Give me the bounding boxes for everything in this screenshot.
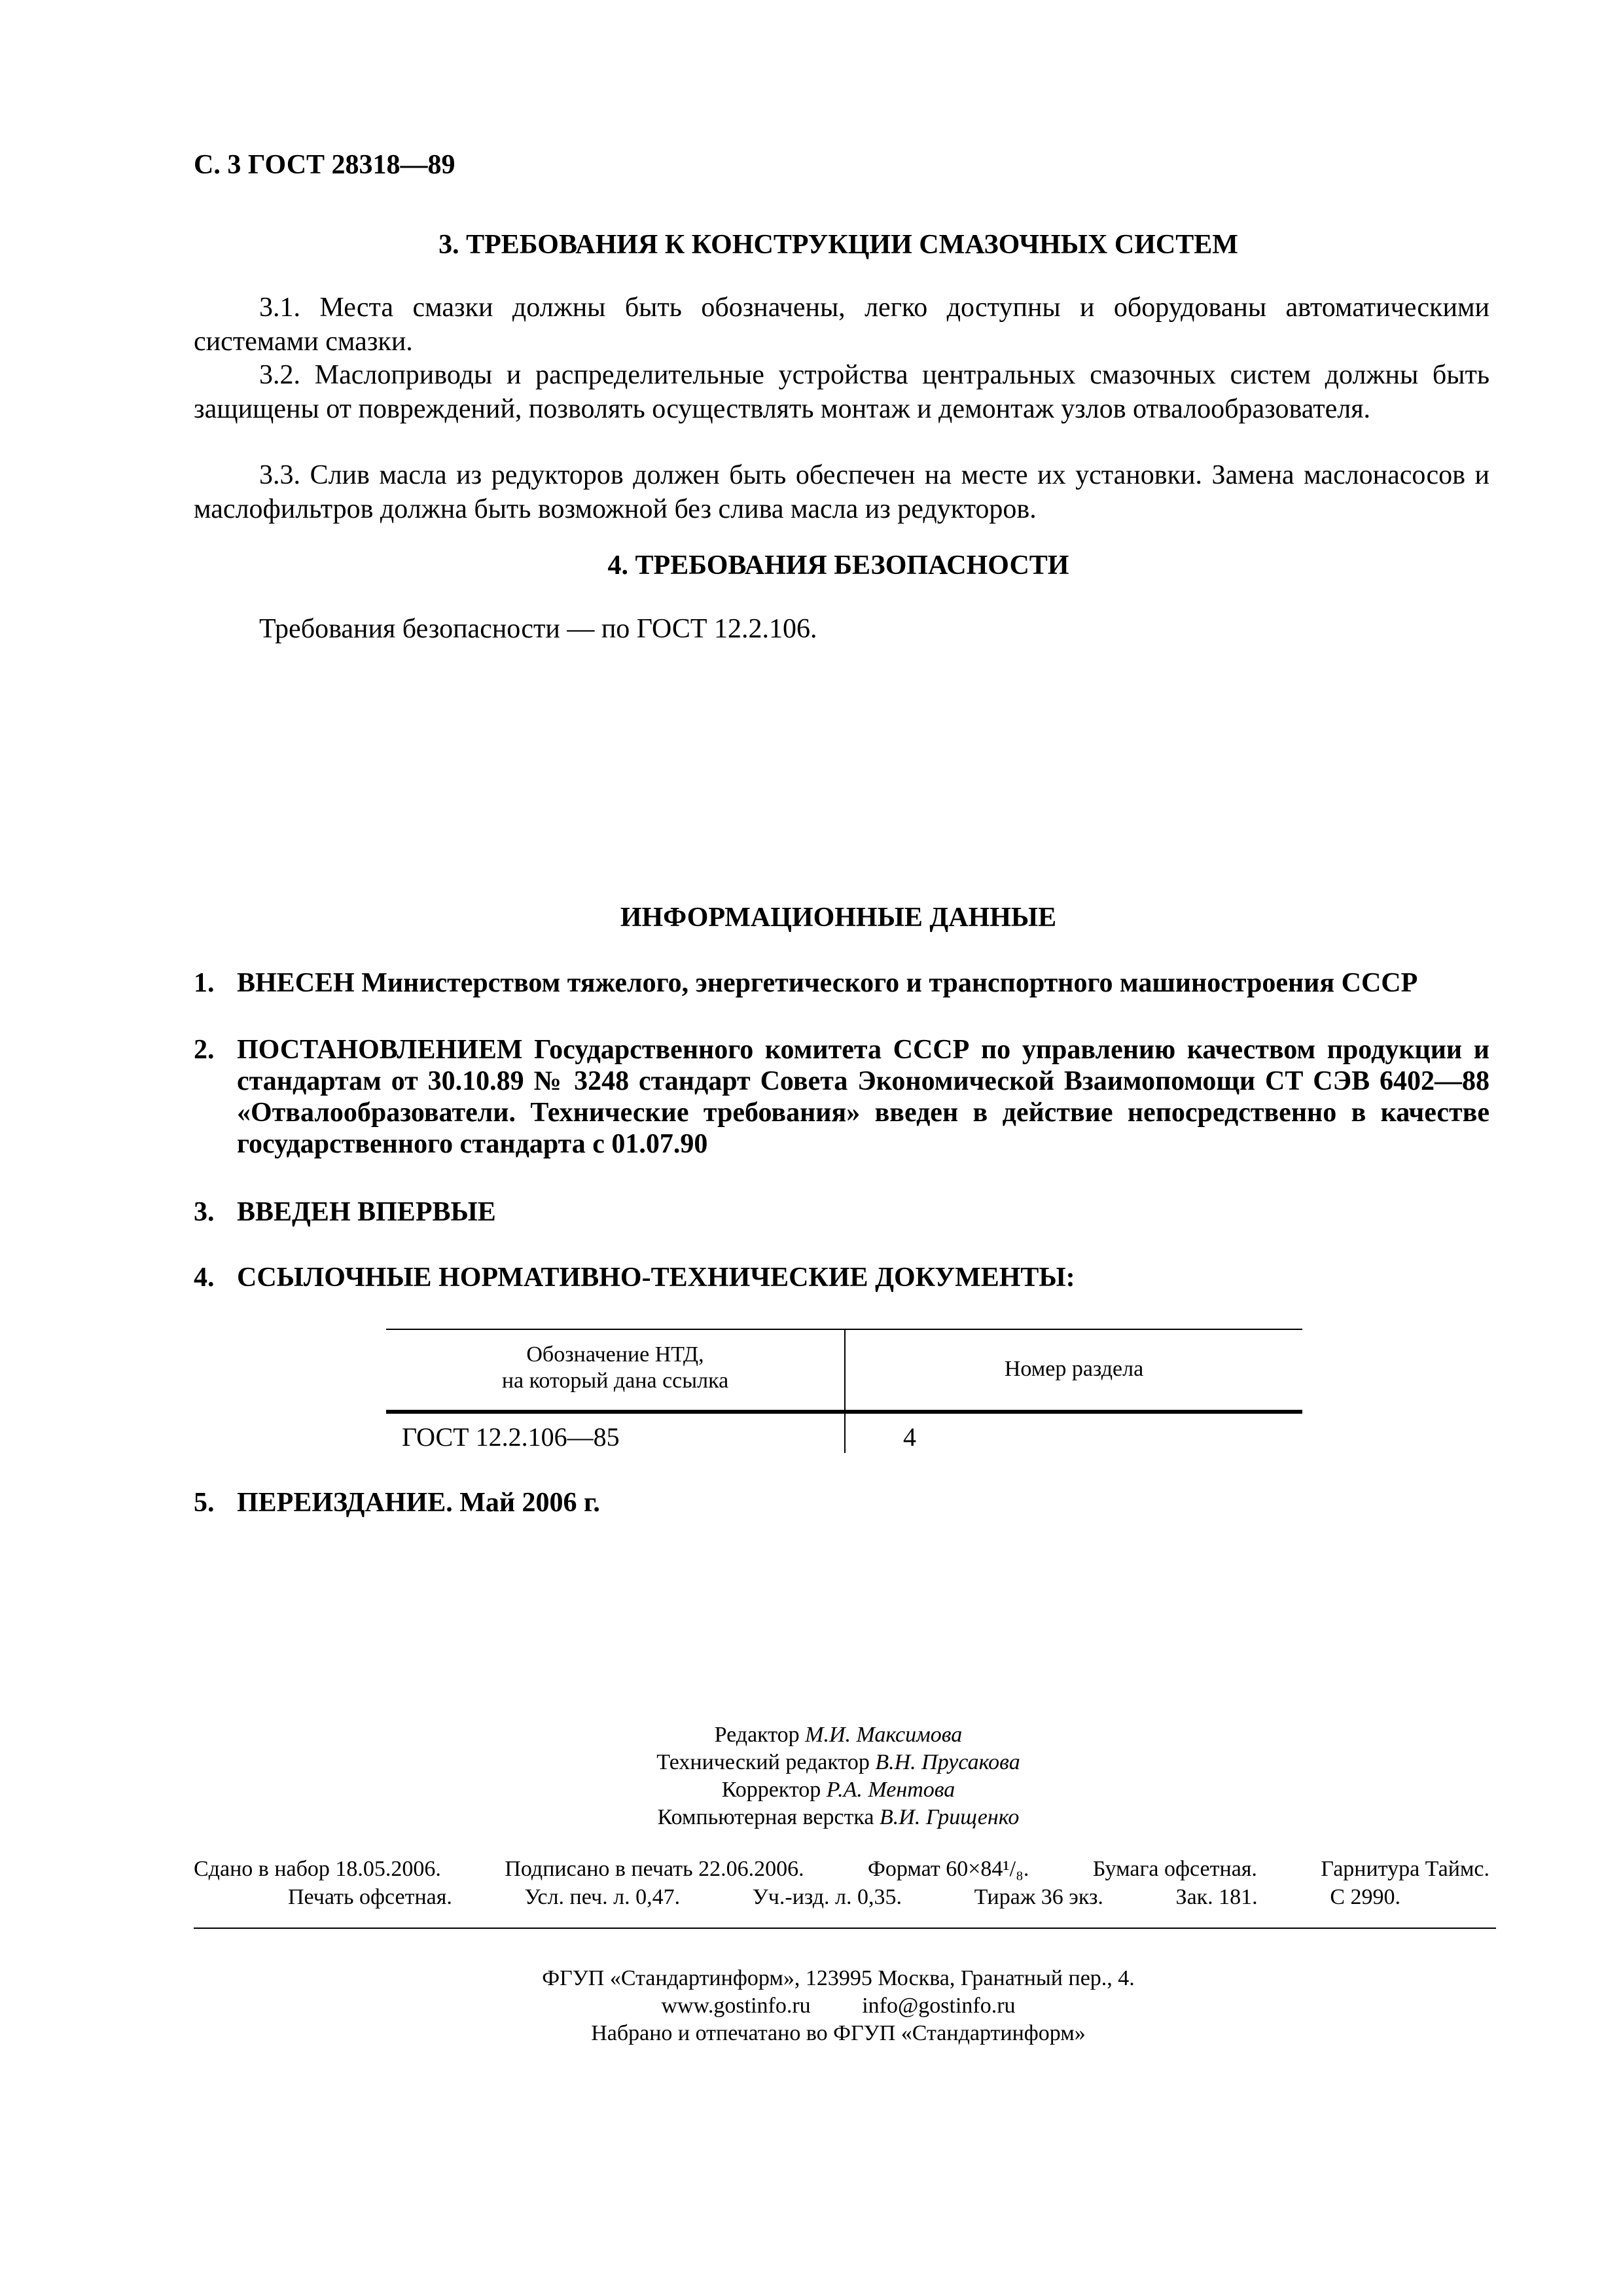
pub-field: Подписано в печать 22.06.2006.	[505, 1857, 804, 1881]
info-item-text: ПЕРЕИЗДАНИЕ. Май 2006 г.	[237, 1488, 600, 1518]
pub-field: Сдано в набор 18.05.2006.	[194, 1857, 441, 1881]
pub-field: Гарнитура Таймс.	[1321, 1857, 1489, 1881]
info-item-text: ПОСТАНОВЛЕНИЕМ Государственного комитета СССР по управлению качеством продукции и стандартам от 30.10.89 № 3248 стандарт Совета Экономической Взаимопомощи СТ СЭВ 6402—88 «Отвалообразователи. Технические требования» введен в действие непосредственно в качестве государственного стандарта с 01.07.90	[237, 1035, 1489, 1159]
info-item-text: ВВЕДЕН ВПЕРВЫЕ	[237, 1197, 496, 1227]
credit-label: Компьютерная верстка	[657, 1805, 874, 1829]
info-item-3	[194, 1196, 1489, 1228]
website-link[interactable]: www.gostinfo.ru	[661, 1994, 811, 2018]
pub-field: Печать офсетная.	[288, 1885, 452, 1909]
credit-editor	[194, 1721, 1483, 1749]
table-header-section: Номер раздела	[1004, 1357, 1144, 1381]
info-item-number: 5.	[194, 1488, 215, 1518]
publisher-contacts	[194, 1992, 1483, 2020]
table-cell-section: 4	[903, 1422, 916, 1452]
info-item-4	[194, 1262, 1489, 1293]
pub-field: Зак. 181.	[1175, 1885, 1258, 1909]
pub-field: Формат 60×84¹/₈.	[868, 1857, 1029, 1881]
credit-layout	[194, 1804, 1483, 1831]
credit-name: В.И. Грищенко	[880, 1805, 1020, 1829]
email-link[interactable]: info@gostinfo.ru	[862, 1994, 1016, 2018]
credit-corrector	[194, 1776, 1483, 1804]
credit-name: Р.А. Ментова	[826, 1778, 955, 1802]
pub-field: С 2990.	[1330, 1885, 1400, 1909]
info-item-5	[194, 1487, 1489, 1518]
info-item-2	[194, 1034, 1489, 1160]
publisher-address: ФГУП «Стандартинформ», 123995 Москва, Гранатный пер., 4.	[542, 1966, 1135, 1990]
publication-line-1	[194, 1856, 1489, 1883]
info-item-text: ССЫЛОЧНЫЕ НОРМАТИВНО-ТЕХНИЧЕСКИЕ ДОКУМЕНТЫ:	[237, 1263, 1075, 1293]
running-head: С. 3 ГОСТ 28318—89	[194, 150, 455, 180]
pub-field: Уч.-изд. л. 0,35.	[752, 1885, 902, 1909]
credits-block	[194, 1721, 1483, 1831]
printed-by: Набрано и отпечатано во ФГУП «Стандартинформ»	[591, 2021, 1086, 2045]
info-item-number: 2.	[194, 1035, 215, 1065]
table-cell-doc: ГОСТ 12.2.106—85	[402, 1422, 620, 1452]
credit-tech-editor	[194, 1749, 1483, 1776]
paragraph-4: Требования безопасности — по ГОСТ 12.2.106.	[259, 614, 817, 644]
pub-field: Усл. печ. л. 0,47.	[524, 1885, 681, 1909]
pub-field: Бумага офсетная.	[1092, 1857, 1257, 1881]
info-item-number: 4.	[194, 1263, 215, 1293]
section-4-title: 4. ТРЕБОВАНИЯ БЕЗОПАСНОСТИ	[607, 550, 1069, 581]
credit-name: В.Н. Прусакова	[875, 1750, 1020, 1774]
credit-label: Корректор	[721, 1778, 821, 1802]
info-item-1	[194, 967, 1489, 999]
info-item-number: 3.	[194, 1197, 215, 1227]
paragraph-3-2: 3.2. Маслоприводы и распределительные устройства центральных смазочных систем должны быть защищены от повреждений, позволять осуществлять монтаж и демонтаж узлов отвалообразователя.	[194, 360, 1489, 424]
info-title: ИНФОРМАЦИОННЫЕ ДАННЫЕ	[620, 903, 1057, 933]
publication-line-2	[288, 1884, 1400, 1911]
credit-label: Технический редактор	[656, 1750, 870, 1774]
credit-name: М.И. Максимова	[805, 1723, 963, 1747]
info-item-text: ВНЕСЕН Министерством тяжелого, энергетического и транспортного машиностроения СССР	[237, 968, 1418, 998]
table-header-designation	[386, 1342, 844, 1394]
table-header-line: на который дана ссылка	[501, 1369, 729, 1393]
credit-label: Редактор	[714, 1723, 800, 1747]
reference-documents-table	[386, 1329, 1302, 1460]
table-header-line: Обозначение НТД,	[526, 1342, 704, 1367]
table-column-divider	[844, 1329, 846, 1453]
pub-field: Тираж 36 экз.	[974, 1885, 1103, 1909]
paragraph-3-3: 3.3. Слив масла из редукторов должен быть обеспечен на месте их установки. Замена маслонасосов и маслофильтров должна быть возможной без слива масла из редукторов.	[194, 460, 1489, 524]
section-3-title: 3. ТРЕБОВАНИЯ К КОНСТРУКЦИИ СМАЗОЧНЫХ СИСТЕМ	[438, 230, 1238, 260]
paragraph-3-1: 3.1. Места смазки должны быть обозначены, легко доступны и оборудованы автоматическими системами смазки.	[194, 293, 1489, 357]
info-item-number: 1.	[194, 968, 215, 998]
publisher-footer	[194, 1965, 1483, 2047]
footer-divider	[194, 1928, 1496, 1929]
